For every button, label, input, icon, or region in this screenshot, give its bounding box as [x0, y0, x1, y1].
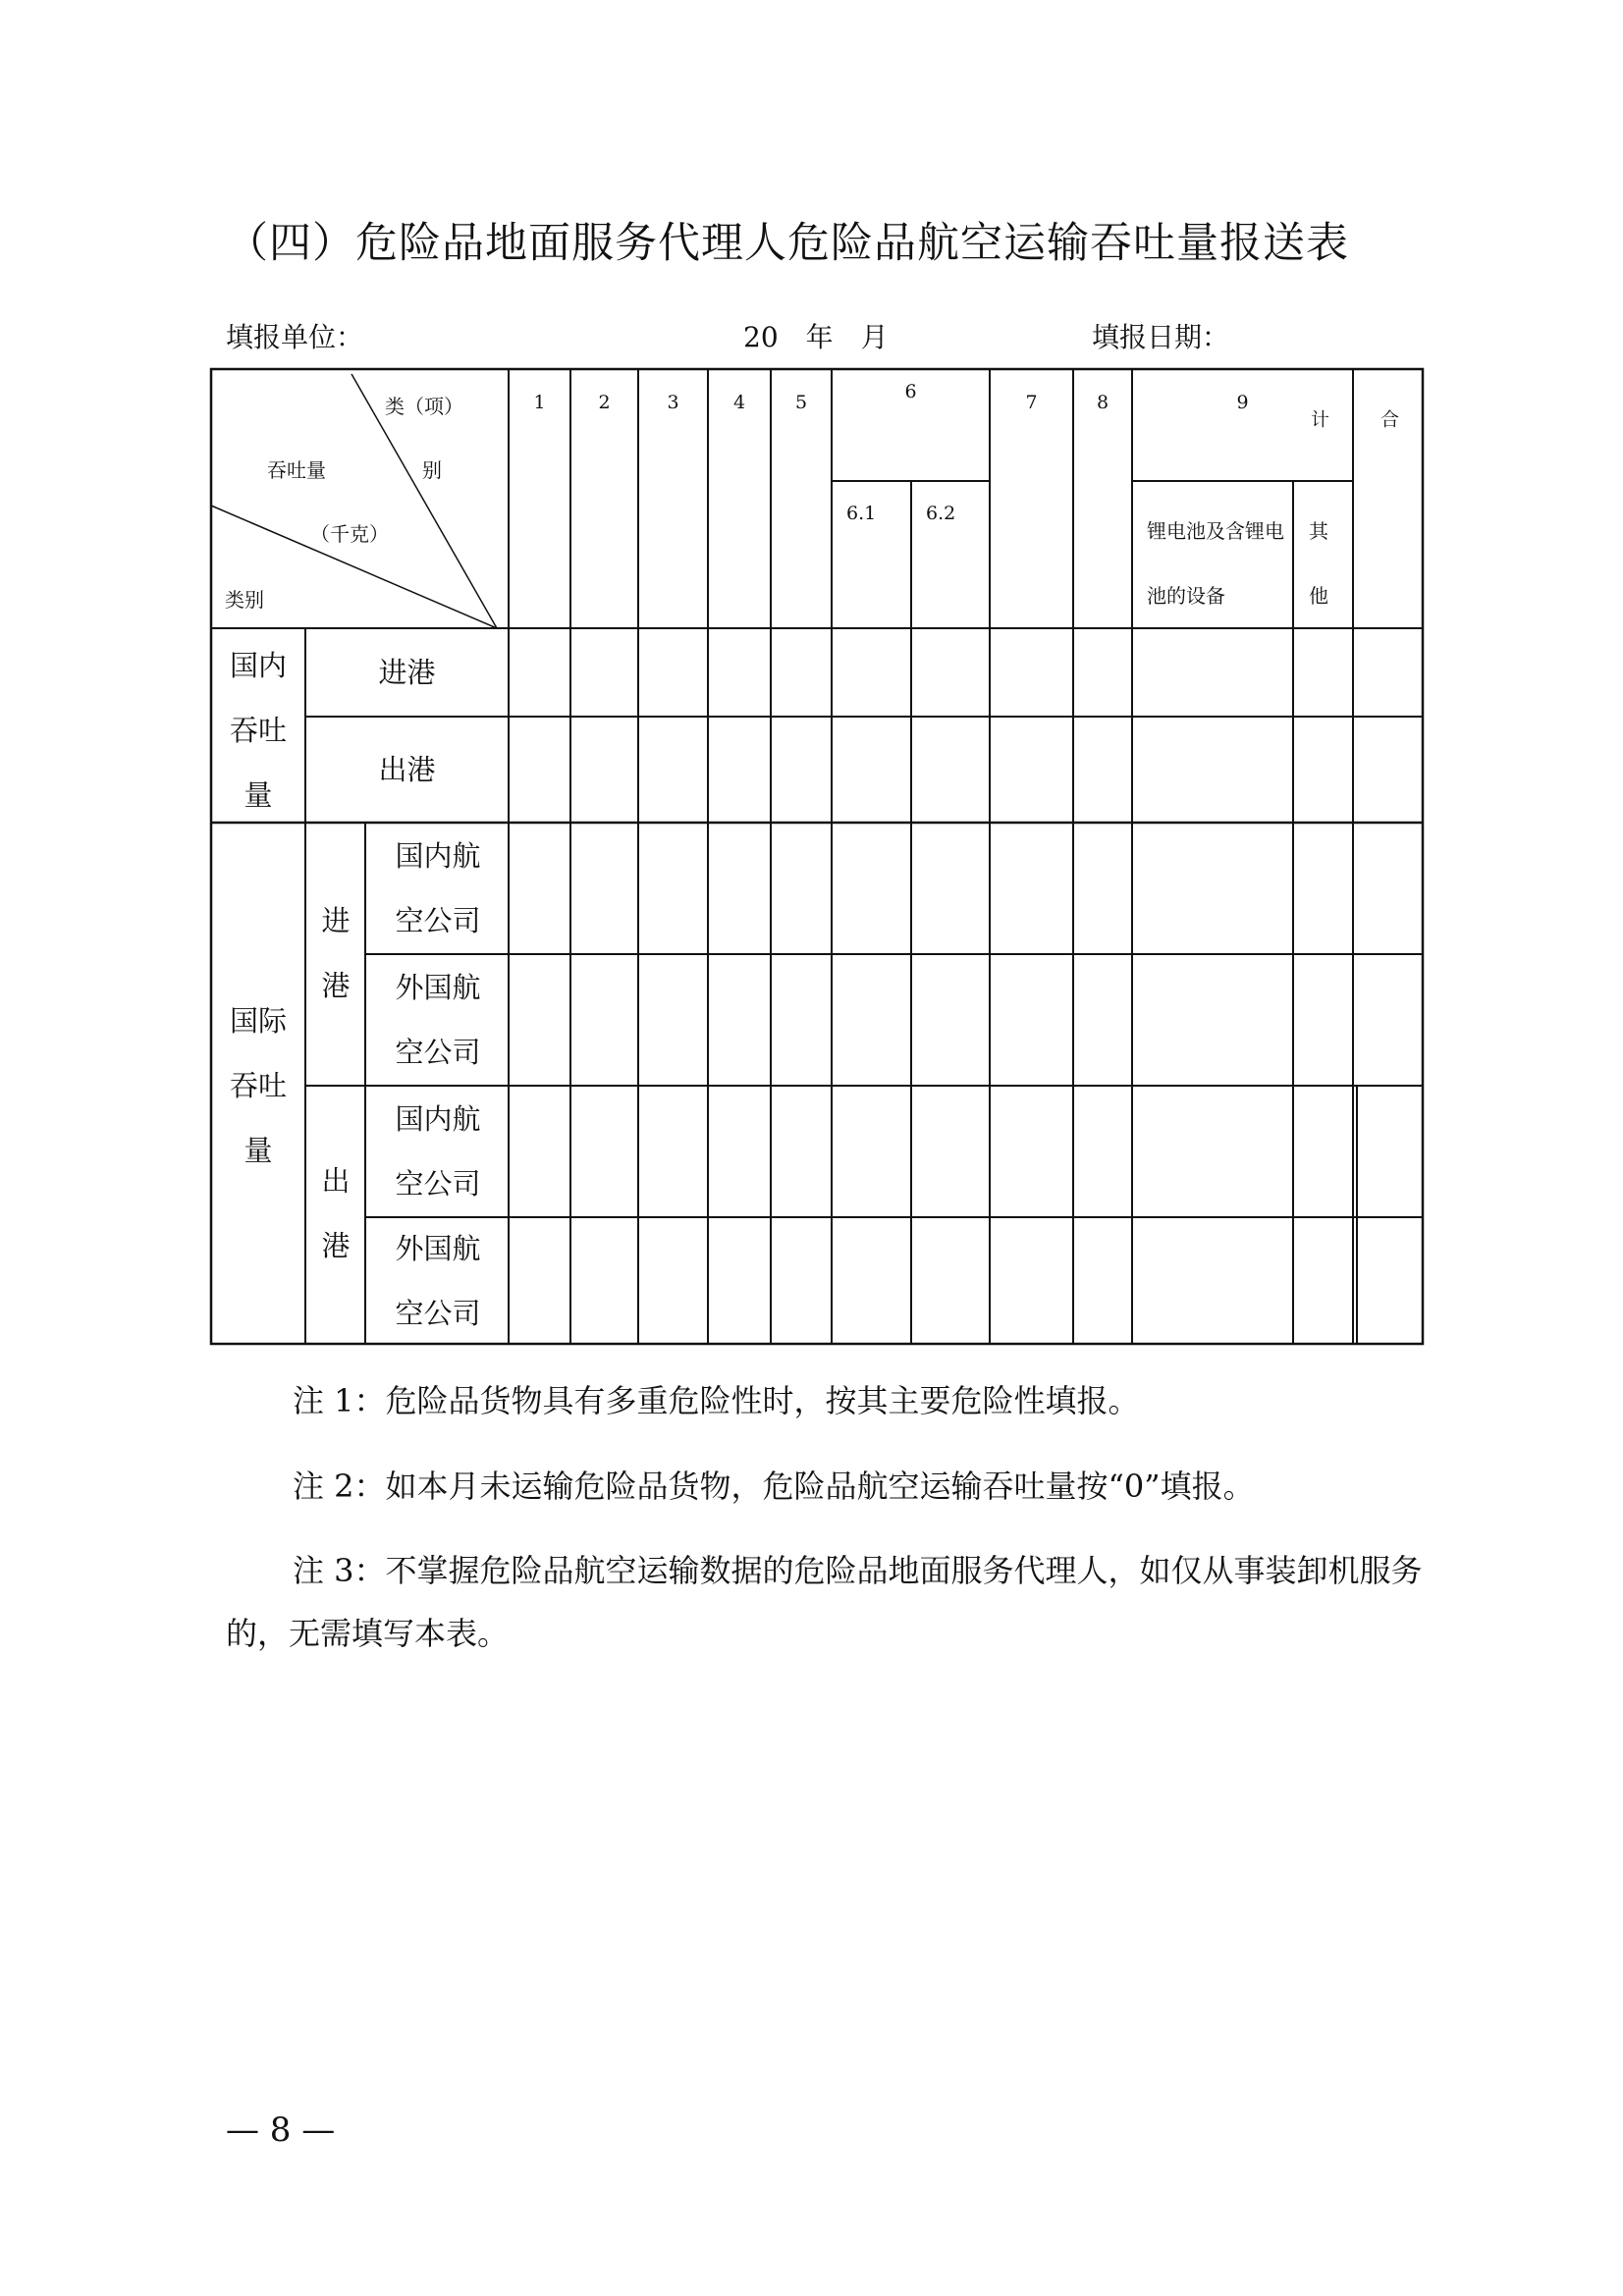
header-throughput-label: 吞吐量 — [267, 458, 326, 482]
domestic-outbound-label: 出港 — [378, 753, 436, 786]
intl-inbound-domestic-airline: 国内航空公司 — [395, 839, 481, 937]
international-outbound-label: 出港 — [321, 1164, 351, 1262]
international-inbound-label: 进港 — [321, 904, 351, 1002]
column-header-7: 7 — [1025, 392, 1038, 413]
domestic-throughput-group: 国内吞吐量 — [229, 649, 287, 812]
column-header-6: 6 — [904, 381, 917, 402]
page-title: （四）危险品地面服务代理人危险品航空运输吞吐量报送表 — [226, 219, 1349, 268]
intl-outbound-domestic-airline: 国内航空公司 — [395, 1102, 481, 1201]
column-header-6-2: 6.2 — [926, 503, 956, 524]
column-header-total: 合计 — [1308, 408, 1399, 457]
header-unit-label: （千克） — [310, 522, 389, 546]
column-header-9: 9 — [1236, 392, 1249, 413]
reporting-unit-label: 填报单位： — [226, 321, 364, 353]
international-throughput-group: 国际吞吐量 — [229, 1004, 287, 1167]
intl-inbound-foreign-airline: 外国航空公司 — [395, 971, 481, 1069]
header-class-suffix: 别 — [422, 458, 442, 482]
column-header-1: 1 — [533, 392, 546, 413]
column-header-4: 4 — [732, 392, 746, 413]
header-class-label: 类（项） — [385, 395, 463, 418]
note-2: 注 2：如本月未运输危险品货物，危险品航空运输吞吐量按“0”填报。 — [293, 1468, 1255, 1505]
column-header-2: 2 — [598, 392, 611, 413]
column-header-lithium-battery: 锂电池及含锂电池的设备 — [1147, 519, 1284, 608]
reporting-date-label: 填报日期： — [1092, 321, 1230, 353]
column-header-other: 其他 — [1309, 519, 1328, 608]
page-number: — 8 — — [226, 2110, 336, 2150]
column-header-6-1: 6.1 — [846, 503, 877, 524]
column-header-8: 8 — [1096, 392, 1109, 413]
year-month-label: 20 年 月 — [743, 321, 889, 353]
column-header-3: 3 — [667, 392, 679, 413]
note-3: 注 3：不掌握危险品航空运输数据的危险品地面服务代理人，如仅从事装卸机服务的，无需填写本表。 — [226, 1552, 1423, 1652]
note-1: 注 1：危险品货物具有多重危险性时，按其主要危险性填报。 — [293, 1382, 1140, 1419]
column-header-5: 5 — [794, 392, 808, 413]
domestic-inbound-label: 进港 — [378, 656, 436, 689]
header-category-label: 类别 — [225, 588, 264, 612]
intl-outbound-foreign-airline: 外国航空公司 — [395, 1231, 481, 1330]
